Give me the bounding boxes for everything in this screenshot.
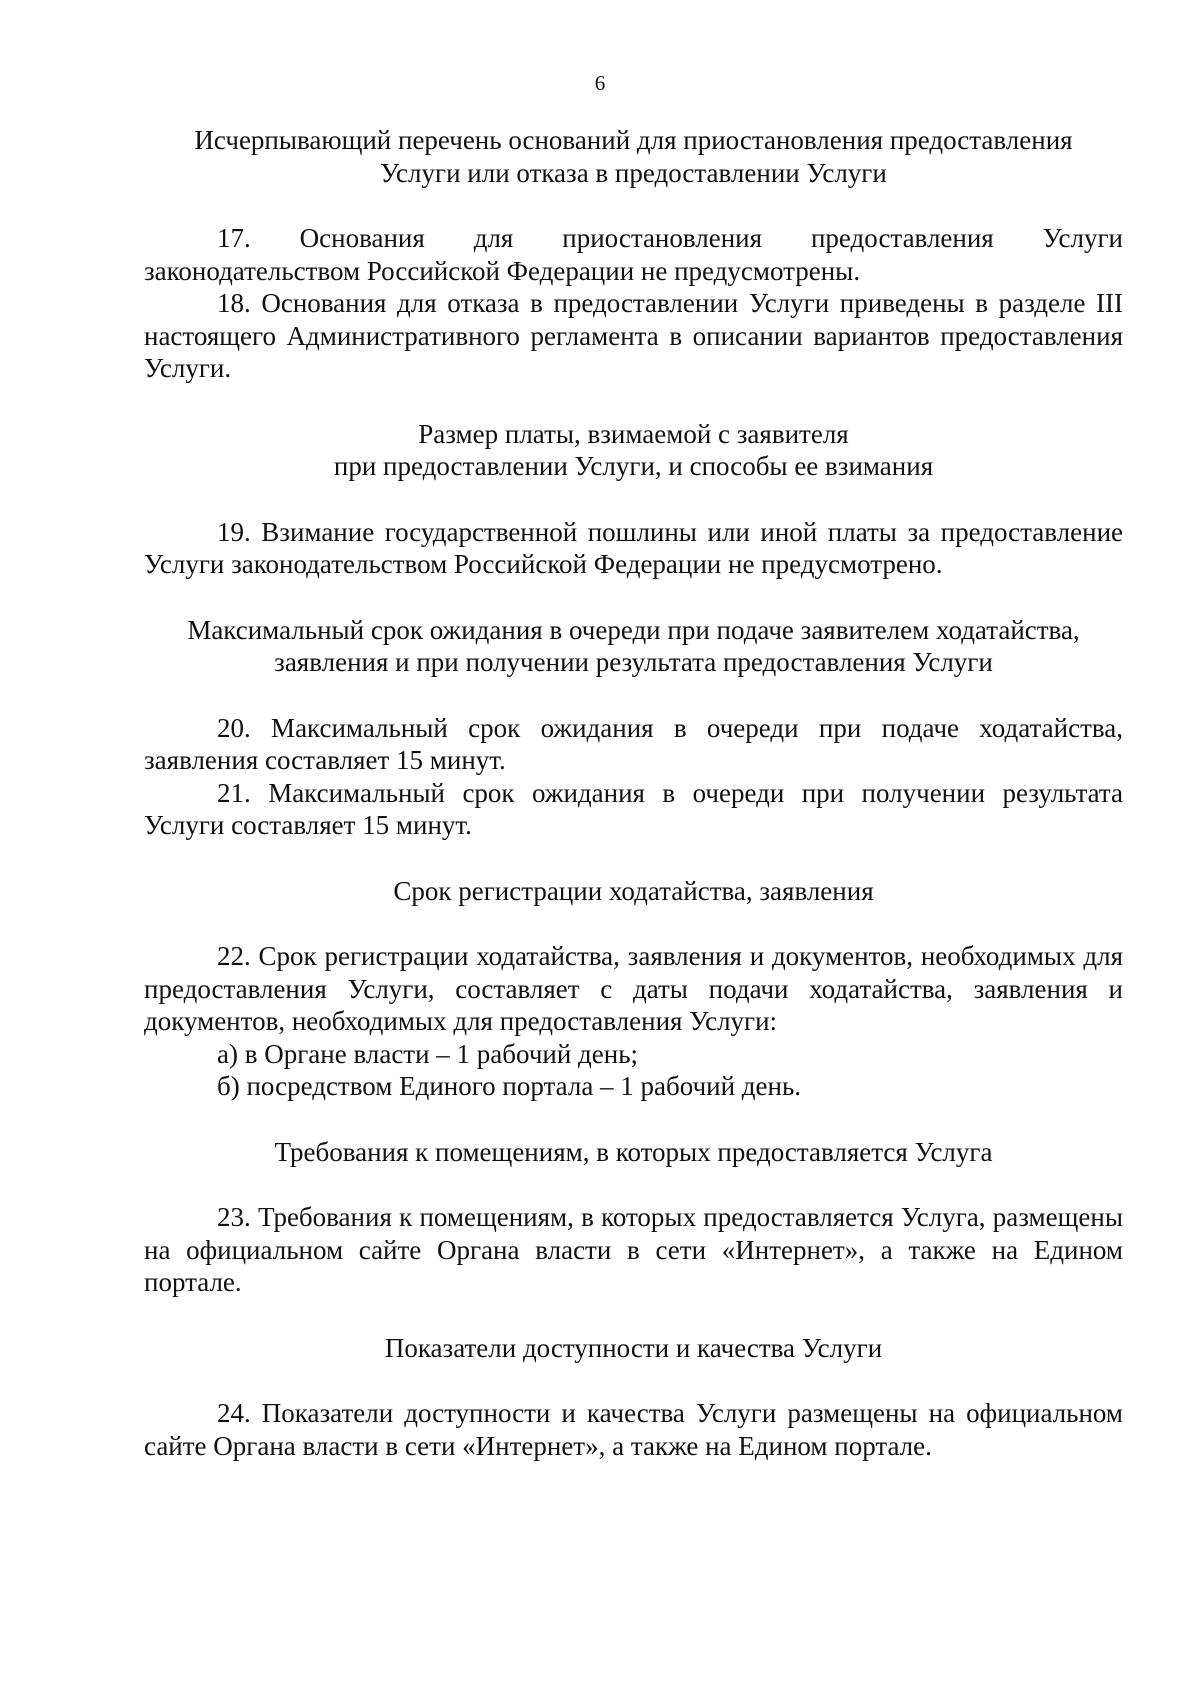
section-quality-indicators	[144, 1332, 1123, 1463]
heading-line: при предоставлении Услуги, и способы ее взимания	[333, 451, 934, 481]
section-heading: Показатели доступности и качества Услуги	[384, 1332, 883, 1363]
list-item-a: а) в Органе власти – 1 рабочий день;	[217, 1038, 639, 1069]
section-fee	[144, 418, 1123, 581]
section-premises	[144, 1136, 1123, 1299]
heading-line: Размер платы, взимаемой с заявителя	[418, 418, 849, 449]
paragraph-18: 18. Основания для отказа в предоставлении Услуги приведены в разделе III настоящего Административного регламента в описании вариантов предоставления Услуги.	[144, 288, 1123, 383]
document-body	[144, 124, 1123, 1462]
section-heading	[144, 124, 1123, 189]
heading-line: заявления и при получении результата предоставления Услуги	[274, 647, 993, 677]
paragraph-20: 20. Максимальный срок ожидания в очереди при подаче ходатайства, заявления составляет 15 минут.	[144, 712, 1123, 775]
paragraph-22: 22. Срок регистрации ходатайства, заявления и документов, необходимых для предоставления Услуги, составляет с даты подачи ходатайства, заявления и документов, необходимых для предоставления Услуги:	[144, 941, 1123, 1036]
section-registration-time	[144, 875, 1123, 1103]
heading-line: Исчерпывающий перечень оснований для приостановления предоставления	[194, 125, 1073, 155]
paragraph-19: 19. Взимание государственной пошлины или иной платы за предоставление Услуги законодательством Российской Федерации не предусмотрено.	[144, 516, 1123, 579]
paragraph-24: 24. Показатели доступности и качества Услуги размещены на официальном сайте Органа власти в сети «Интернет», а также на Едином портале.	[144, 1398, 1123, 1461]
section-suspension-refusal	[144, 124, 1123, 385]
heading-line: Максимальный срок ожидания в очереди при подаче заявителем ходатайства,	[187, 614, 1080, 645]
paragraph-23: 23. Требования к помещениям, в которых предоставляется Услуга, размещены на официальном сайте Органа власти в сети «Интернет», а также на Едином портале.	[144, 1202, 1123, 1297]
paragraph-21: 21. Максимальный срок ожидания в очереди при получении результата Услуги составляет 15 минут.	[144, 777, 1123, 840]
section-heading: Срок регистрации ходатайства, заявления	[393, 875, 874, 906]
section-heading: Требования к помещениям, в которых предоставляется Услуга	[274, 1136, 993, 1167]
heading-line: Услуги или отказа в предоставлении Услуги	[380, 157, 887, 188]
section-heading	[144, 418, 1123, 483]
paragraph-17: 17. Основания для приостановления предоставления Услуги законодательством Российской Федерации не предусмотрены.	[144, 223, 1123, 286]
section-queue-time	[144, 614, 1123, 842]
page-number: 6	[594, 71, 606, 95]
list-item-b: б) посредством Единого портала – 1 рабочий день.	[217, 1071, 802, 1101]
section-heading	[144, 614, 1123, 679]
